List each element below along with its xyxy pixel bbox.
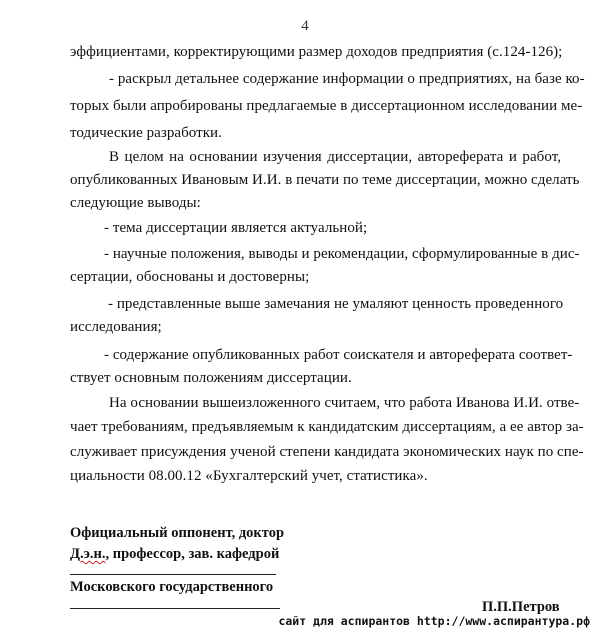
signatory-name: П.П.Петров	[482, 599, 560, 615]
text-line: - представленные выше замечания не умаляют ценность проведенного	[108, 296, 564, 312]
text-line: ствует основным положениям диссертации.	[70, 370, 352, 386]
text-line: циальности 08.00.12 «Бухгалтерский учет, статистика».	[70, 468, 428, 484]
text-line: - тема диссертации является актуальной;	[104, 220, 368, 236]
page-number: 4	[301, 18, 309, 34]
text-line: чает требованиям, предъявляемым к кандидатским диссертациям, а ее автор за-	[70, 419, 584, 435]
text-line: торых были апробированы предлагаемые в диссертационном исследовании ме-	[70, 98, 583, 114]
text-line: следующие выводы:	[70, 195, 201, 211]
text-line: сертации, обоснованы и достоверны;	[70, 269, 310, 285]
text-line: - раскрыл детальнее содержание информации о предприятиях, на базе ко-	[109, 71, 585, 87]
signature-title-line: Официальный оппонент, доктор	[70, 525, 285, 541]
signature-position: , профессор, зав. кафедрой	[105, 546, 280, 562]
text-line: служивает присуждения ученой степени кандидата экономических наук по спе-	[70, 444, 584, 460]
text-line: - научные положения, выводы и рекомендации, сформулированные в дис-	[104, 246, 580, 262]
text-line: исследования;	[70, 319, 162, 335]
text-line: опубликованных Ивановым И.И. в печати по теме диссертации, можно сделать	[70, 172, 580, 188]
text-line: эффициентами, корректирующими размер доходов предприятия (с.124-126);	[70, 44, 563, 60]
signature-institution-line: Московского государственного	[70, 579, 274, 595]
text-line: В целом на основании изучения диссертации, автореферата и работ,	[109, 149, 561, 165]
text-line: тодические разработки.	[70, 125, 222, 141]
signature-underline	[70, 574, 276, 575]
text-line: На основании вышеизложенного считаем, что работа Иванова И.И. отве-	[109, 395, 580, 411]
degree-abbreviation: Д.э.н.	[70, 546, 106, 562]
text-line: - содержание опубликованных работ соискателя и автореферата соответ-	[104, 347, 573, 363]
signature-blank-line	[70, 608, 280, 609]
signature-degree-line	[70, 545, 279, 563]
site-watermark: сайт для аспирантов http://www.аспирантура.рф	[278, 614, 590, 628]
